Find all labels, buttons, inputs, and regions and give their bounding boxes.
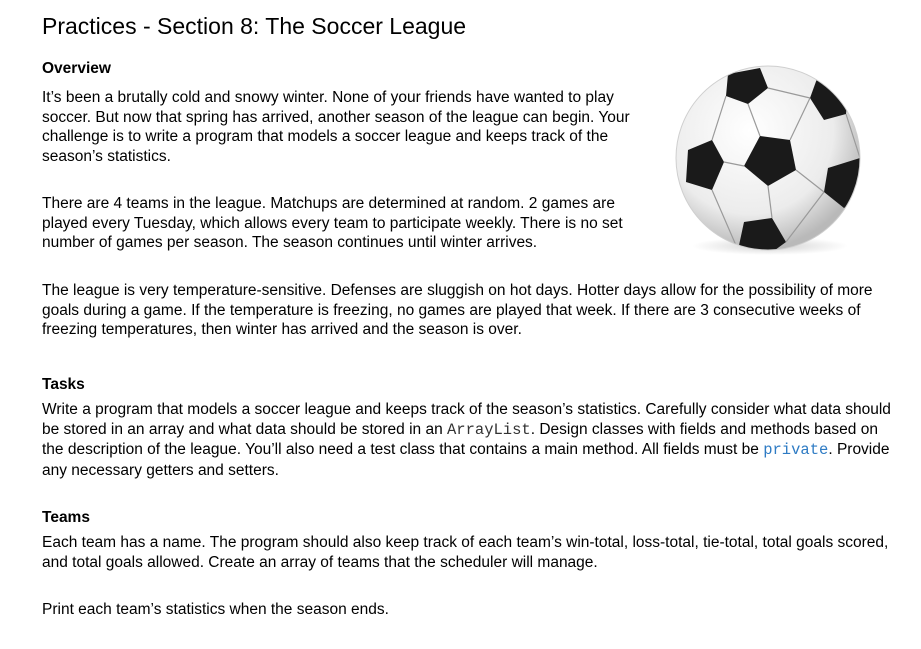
arraylist-code: ArrayList [447,420,531,439]
overview-paragraph-3: The league is very temperature-sensitive. Defenses are sluggish on hot days. Hotter days allow for the possibility of more goals during a game. If the temperature is freezing, no games are played that week. If there are 3 consecutive weeks of freezing temperatures, then winter has arrived and the season is over. [42,282,873,338]
teams-heading: Teams [42,509,90,526]
overview-heading: Overview [42,60,111,77]
tasks-text-1: Write a program that models a soccer league and keeps track of the season’s statistics. Carefully consider what data should be stored in an array and what data should be stored in an [42,401,891,438]
tasks-paragraph [42,400,892,480]
page-title: Practices - Section 8: The Soccer League [42,13,467,39]
overview-paragraph-2: There are 4 teams in the league. Matchups are determined at random. 2 games are played every Tuesday, which allows every team to participate weekly. There is no set number of games per season. The season continues until winter arrives. [42,195,623,251]
private-keyword: private [763,441,829,459]
tasks-text-3: . Provide any necessary getters and setters. [42,441,890,479]
soccer-ball-icon [668,58,868,258]
overview-paragraph-1: It’s been a brutally cold and snowy winter. None of your friends have wanted to play soccer. But now that spring has arrived, another season of the league can begin. Your challenge is to write a program that models a soccer league and keeps track of the season’s statistics. [42,89,630,165]
tasks-heading: Tasks [42,376,85,393]
teams-paragraph-2: Print each team’s statistics when the season ends. [42,601,389,618]
teams-paragraph-1: Each team has a name. The program should also keep track of each team’s win-total, loss-total, tie-total, total goals scored, and total goals allowed. Create an array of teams that the scheduler will manage. [42,534,889,571]
tasks-text-2: . Design classes with fields and methods based on the description of the league. You’ll also need a test class that contains a main method. All fields must be [42,420,878,458]
